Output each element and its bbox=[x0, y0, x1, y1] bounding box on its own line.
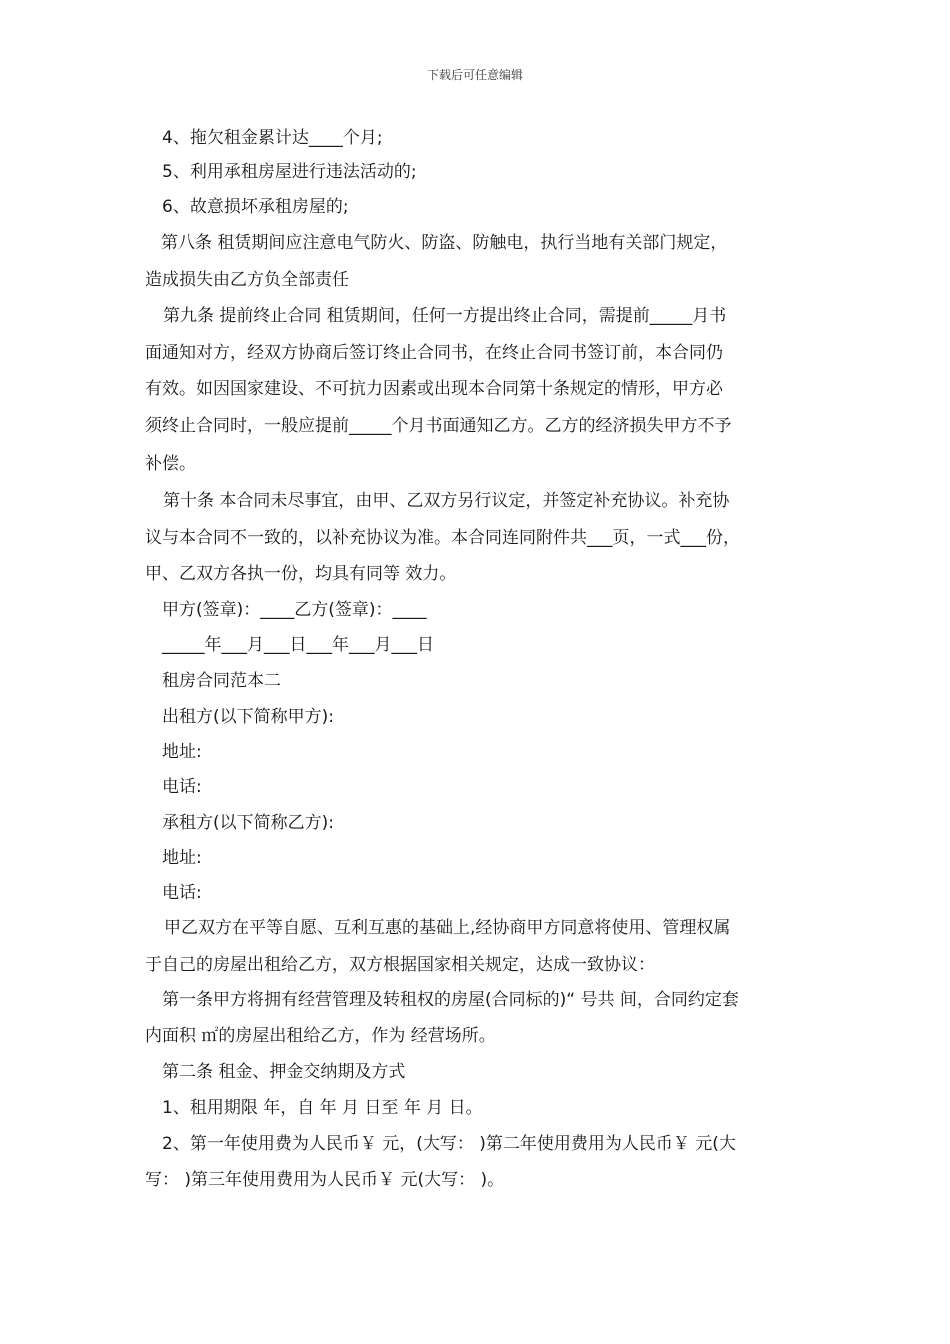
text-line: 电话: bbox=[162, 883, 202, 903]
text-line: 电话: bbox=[162, 777, 202, 797]
text-line: 1、租用期限 年，自 年 月 日至 年 月 日。 bbox=[162, 1098, 483, 1118]
text-line: 承租方(以下简称乙方): bbox=[162, 813, 334, 833]
text-line: 于自己的房屋出租给乙方，双方根据国家相关规定，达成一致协议： bbox=[145, 955, 655, 975]
text-line: 议与本合同不一致的，以补充协议为准。本合同连同附件共___页，一式___份， bbox=[145, 528, 740, 548]
text-line: 须终止合同时，一般应提前_____个月书面通知乙方。乙方的经济损失甲方不予 bbox=[145, 416, 732, 436]
text-line: 地址: bbox=[162, 742, 202, 762]
text-line: _____年___月___日___年___月___日 bbox=[162, 635, 434, 655]
page-header: 下载后可任意编辑 bbox=[426, 68, 523, 82]
text-line: 2、第一年使用费为人民币￥ 元，(大写： )第二年使用费用为人民币￥ 元(大 bbox=[162, 1134, 736, 1154]
text-line: 地址: bbox=[162, 848, 202, 868]
text-line: 第十条 本合同未尽事宜，由甲、乙双方另行议定，并签定补充协议。补充协 bbox=[163, 491, 730, 511]
section-title: 租房合同范本二 bbox=[162, 671, 281, 691]
text-line: 有效。如因国家建设、不可抗力因素或出现本合同第十条规定的情形，甲方必 bbox=[145, 379, 723, 399]
text-line: 6、故意损坏承租房屋的; bbox=[162, 197, 349, 217]
text-line: 4、拖欠租金累计达____个月; bbox=[162, 128, 383, 148]
text-line: 第二条 租金、押金交纳期及方式 bbox=[162, 1062, 406, 1082]
text-line: 出租方(以下简称甲方): bbox=[162, 707, 334, 727]
text-line: 内面积 ㎡的房屋出租给乙方，作为 经营场所。 bbox=[145, 1026, 496, 1046]
text-line: 造成损失由乙方负全部责任 bbox=[145, 270, 349, 290]
text-line: 甲、乙双方各执一份，均具有同等 效力。 bbox=[145, 564, 457, 584]
text-line: 写： )第三年使用费用为人民币￥ 元(大写： )。 bbox=[145, 1170, 505, 1190]
text-line: 面通知对方，经双方协商后签订终止合同书，在终止合同书签订前，本合同仍 bbox=[145, 343, 723, 363]
text-line: 补偿。 bbox=[145, 454, 196, 474]
text-line: 第八条 租赁期间应注意电气防火、防盗、防触电，执行当地有关部门规定， bbox=[161, 233, 728, 253]
text-line: 甲方(签章)：____乙方(签章)：____ bbox=[162, 600, 427, 620]
text-line: 5、利用承租房屋进行违法活动的; bbox=[162, 162, 417, 182]
text-line: 甲乙双方在平等自愿、互利互惠的基础上,经协商甲方同意将使用、管理权属 bbox=[164, 918, 731, 938]
text-line: 第九条 提前终止合同 租赁期间，任何一方提出终止合同，需提前_____月书 bbox=[163, 306, 727, 326]
text-line: 第一条甲方将拥有经营管理及转租权的房屋(合同标的)“ 号共 间，合同约定套 bbox=[162, 990, 739, 1010]
